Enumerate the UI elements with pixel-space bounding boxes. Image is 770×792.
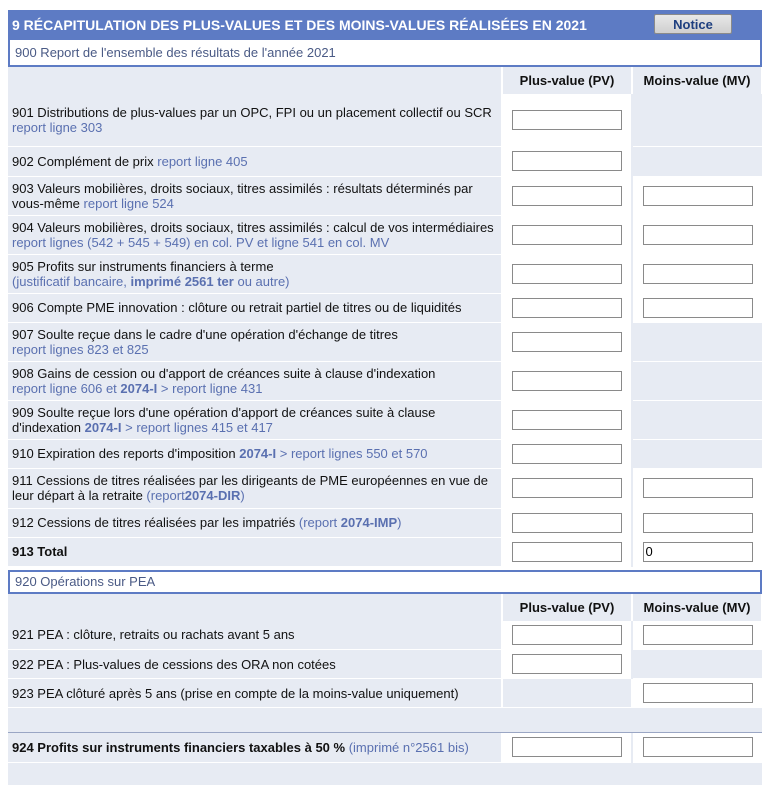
row-912 [8, 508, 762, 537]
field-901-pv[interactable] [512, 110, 622, 130]
notice-button[interactable]: Notice [654, 14, 732, 34]
section-920-header: 920 Opérations sur PEA [8, 570, 762, 594]
row-908-ref-b[interactable]: 2074-I [120, 380, 158, 396]
row-910 [8, 439, 762, 468]
column-header-row [8, 67, 762, 94]
col-header-mv-920: Moins-value (MV) [632, 594, 762, 621]
row-903-label: 903 Valeurs mobilières, droits sociaux, titres assimilés : résultats déterminés par vous-même [12, 180, 473, 211]
row-907-label: 907 Soulte reçue dans le cadre d'une opération d'échange de titres [12, 326, 398, 342]
row-904-label: 904 Valeurs mobilières, droits sociaux, titres assimilés : calcul de vos intermédiaires [12, 219, 494, 235]
row-922-label: 922 PEA : Plus-values de cessions des ORA non cotées [12, 656, 336, 672]
row-909 [8, 400, 762, 439]
field-911-mv[interactable] [643, 478, 753, 498]
column-header-row-920 [8, 594, 762, 621]
row-904-ref: report lignes (542 + 545 + 549) en col. PV et ligne 541 en col. MV [12, 234, 390, 250]
row-923 [8, 679, 762, 708]
row-924-label: 924 Profits sur instruments financiers taxables à 50 % [12, 739, 346, 755]
row-910-ref-c: > report lignes 550 et 570 [279, 446, 428, 461]
section-title-bar [8, 10, 762, 40]
field-908-pv[interactable] [512, 371, 622, 391]
row-922 [8, 650, 762, 679]
row-905-ref-c: ou autre) [237, 273, 290, 289]
row-908-ref-c: > report ligne 431 [160, 380, 263, 396]
field-904-pv[interactable] [512, 225, 622, 245]
form-frame [8, 10, 762, 785]
field-903-mv[interactable] [643, 186, 753, 206]
row-907 [8, 322, 762, 361]
field-922-pv[interactable] [512, 654, 622, 674]
field-921-mv[interactable] [643, 625, 753, 645]
row-901 [8, 94, 762, 146]
field-911-pv[interactable] [512, 478, 622, 498]
row-902-ref: report ligne 405 [157, 153, 248, 169]
row-909-ref-b[interactable]: 2074-I [84, 419, 122, 435]
row-908 [8, 361, 762, 400]
field-905-mv[interactable] [643, 264, 753, 284]
field-910-pv[interactable] [512, 444, 622, 464]
row-912-label: 912 Cessions de titres réalisées par les impatriés [12, 515, 296, 530]
row-911-label: 911 Cessions de titres réalisées par les dirigeants de PME européennes en vue de leur départ à la retraite [12, 473, 488, 503]
row-911-ref-a: (report [146, 488, 185, 503]
field-921-pv[interactable] [512, 625, 622, 645]
row-905-ref-a: (justificatif bancaire, [12, 273, 127, 289]
row-905-ref-b[interactable]: imprimé 2561 ter [130, 273, 234, 289]
row-912-ref-c: ) [397, 515, 402, 530]
section-900-header: 900 Report de l'ensemble des résultats de l'année 2021 [8, 40, 762, 67]
col-header-pv-920: Plus-value (PV) [502, 594, 632, 621]
field-924-pv[interactable] [512, 737, 622, 757]
field-912-pv[interactable] [512, 513, 622, 533]
row-921-label: 921 PEA : clôture, retraits ou rachats avant 5 ans [12, 627, 295, 643]
field-913-mv[interactable] [643, 542, 753, 562]
row-909-ref-c: > report lignes 415 et 417 [125, 419, 273, 435]
page-title: 9 RÉCAPITULATION DES PLUS-VALUES ET DES MOINS-VALUES RÉALISÉES EN 2021 [12, 17, 587, 33]
field-906-pv[interactable] [512, 298, 622, 318]
row-902-label: 902 Complément de prix [12, 153, 154, 169]
row-909-label: 909 Soulte reçue lors d'une opération d'apport de créances suite à clause d'indexation [12, 404, 436, 435]
row-924 [8, 733, 762, 762]
row-908-ref-a: report ligne 606 et [12, 380, 117, 396]
field-923-mv[interactable] [643, 683, 753, 703]
field-924-mv[interactable] [643, 737, 753, 757]
field-903-pv[interactable] [512, 186, 622, 206]
row-901-ref: report ligne 303 [12, 119, 103, 135]
row-903-ref: report ligne 524 [83, 195, 174, 211]
field-909-pv[interactable] [512, 410, 622, 430]
row-911-ref-b[interactable]: 2074-DIR [184, 488, 241, 503]
row-903 [8, 176, 762, 215]
field-904-mv[interactable] [643, 225, 753, 245]
row-906-label: 906 Compte PME innovation : clôture ou retrait partiel de titres ou de liquidités [12, 300, 462, 315]
row-906 [8, 293, 762, 322]
row-905-label: 905 Profits sur instruments financiers à terme [12, 258, 274, 274]
row-912-ref-a: (report [298, 515, 338, 530]
row-910-ref-b[interactable]: 2074-I [239, 446, 277, 461]
spacer-row [8, 708, 762, 733]
row-913-label: 913 Total [12, 544, 68, 559]
row-902 [8, 146, 762, 176]
row-907-ref: report lignes 823 et 825 [12, 341, 149, 357]
col-header-pv: Plus-value (PV) [502, 67, 632, 94]
bottom-filler [8, 762, 762, 785]
field-906-mv[interactable] [643, 298, 753, 318]
row-911-ref-c: ) [240, 488, 245, 503]
section-900-table [8, 67, 763, 567]
row-904 [8, 215, 762, 254]
row-924-ref: (imprimé n°2561 bis) [348, 739, 469, 755]
row-923-label: 923 PEA clôturé après 5 ans (prise en compte de la moins-value uniquement) [12, 685, 459, 701]
row-911 [8, 468, 762, 508]
row-913 [8, 537, 762, 566]
field-907-pv[interactable] [512, 332, 622, 352]
field-913-pv[interactable] [512, 542, 622, 562]
row-910-label: 910 Expiration des reports d'imposition [12, 446, 236, 461]
row-921 [8, 621, 762, 650]
field-905-pv[interactable] [512, 264, 622, 284]
col-header-mv: Moins-value (MV) [632, 67, 762, 94]
field-902-pv[interactable] [512, 151, 622, 171]
section-920-table [8, 594, 763, 785]
row-901-label: 901 Distributions de plus-values par un OPC, FPI ou un placement collectif ou SCR [12, 104, 492, 120]
row-908-label: 908 Gains de cession ou d'apport de créances suite à clause d'indexation [12, 365, 436, 381]
field-912-mv[interactable] [643, 513, 753, 533]
row-912-ref-b[interactable]: 2074-IMP [340, 515, 398, 530]
row-905 [8, 254, 762, 293]
